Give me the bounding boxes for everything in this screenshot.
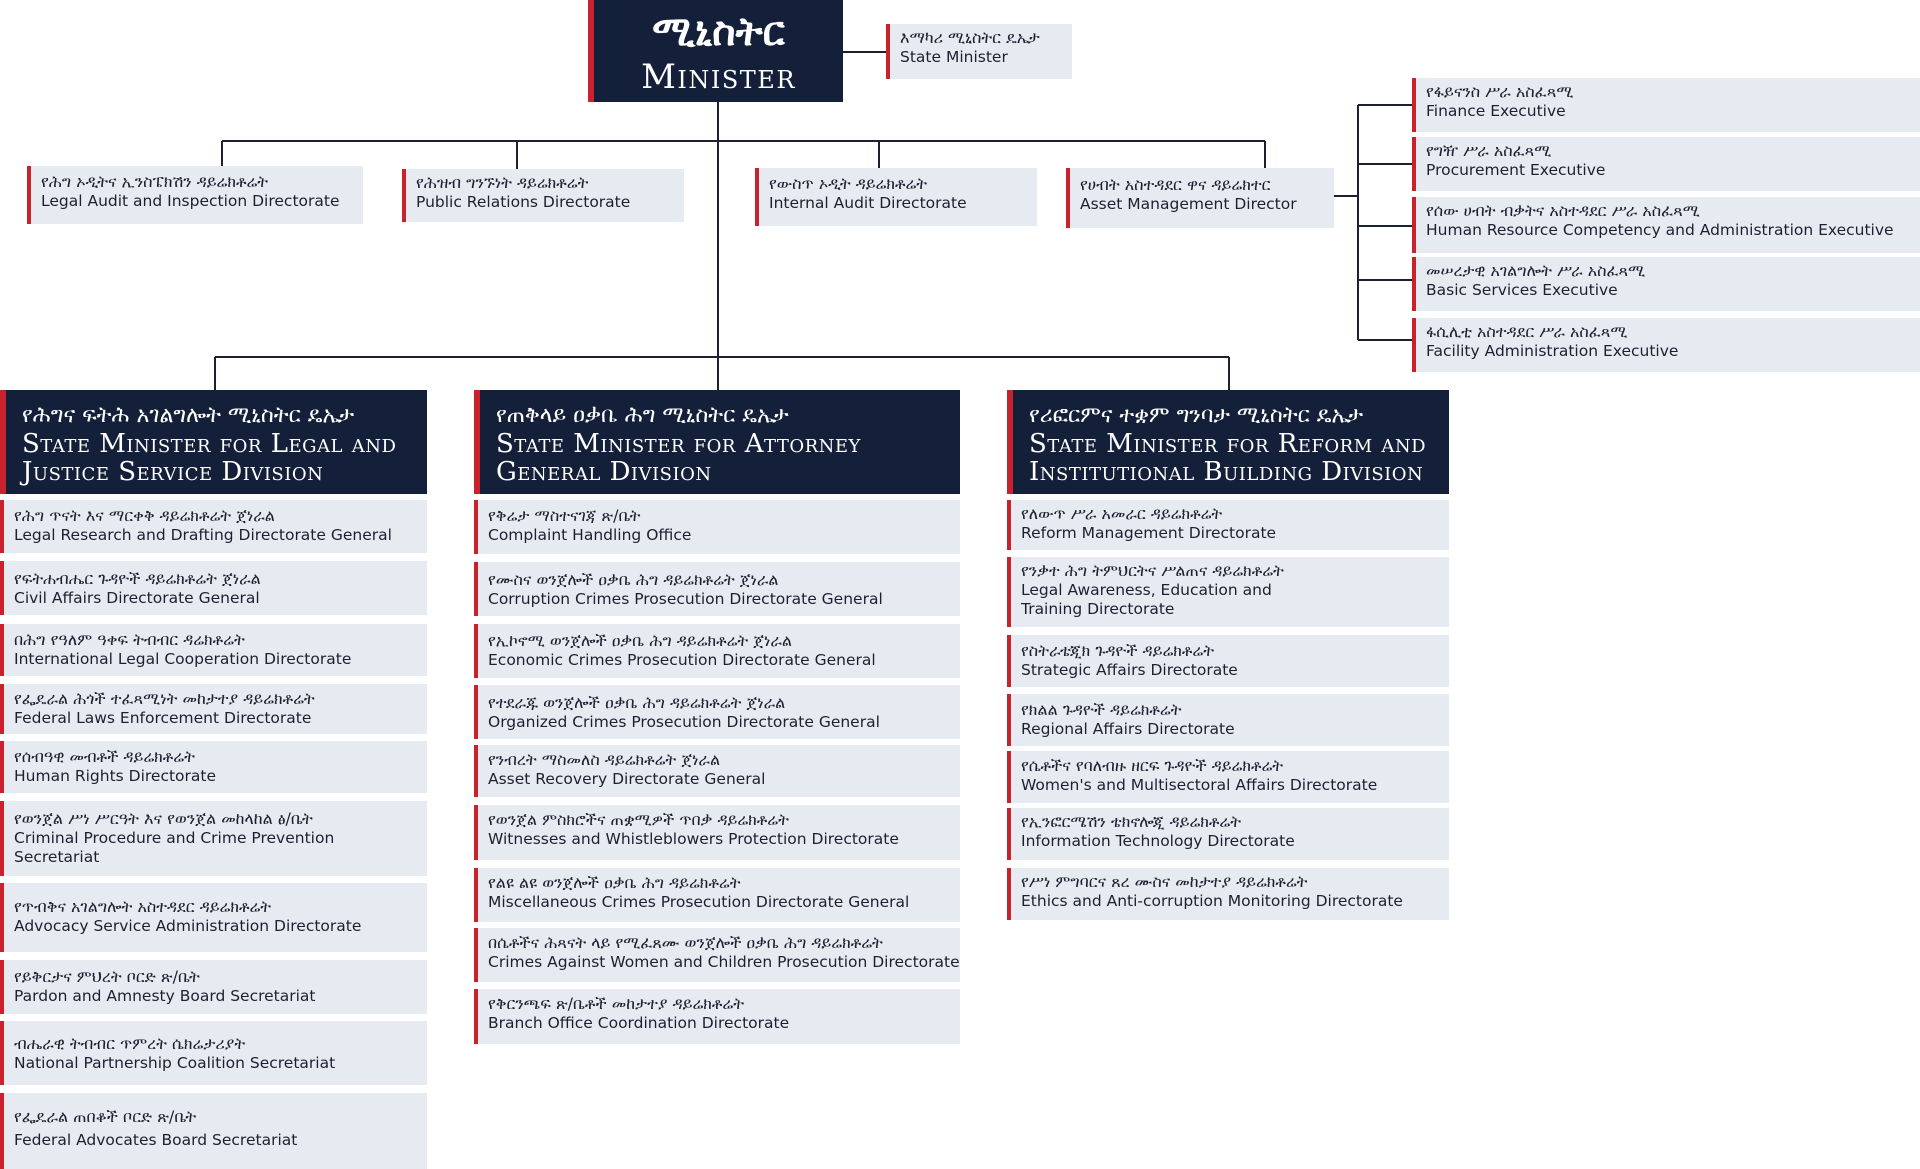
unit-womens-multisectoral bbox=[1007, 751, 1449, 803]
unit-national-partnership bbox=[0, 1021, 427, 1085]
unit-amharic: የተደራጁ ወንጀሎች ዐቃቤ ሕግ ዳይሬክቶሬት ጀነራል bbox=[488, 693, 786, 712]
directorate-label: Legal Audit and Inspection Directorate bbox=[41, 192, 340, 210]
directorate-amharic: የሕግ ኦዲትና ኢንስፔክሽን ዳይሬክቶሬት bbox=[41, 172, 269, 191]
unit-international-legal-cooperation bbox=[0, 624, 427, 676]
unit-information-technology bbox=[1007, 808, 1449, 860]
unit-label: Witnesses and Whistleblowers Protection Directorate bbox=[488, 830, 899, 848]
division-title: State Minister for Reform and Institutional Building Division bbox=[1029, 429, 1427, 487]
executive-label: Human Resource Competency and Administration Executive bbox=[1426, 221, 1894, 239]
executive-amharic: መሠረታዊ አገልግሎት ሥራ አስፈጻሚ bbox=[1426, 261, 1646, 280]
unit-label: Asset Recovery Directorate General bbox=[488, 770, 766, 788]
division-header-attorney-general bbox=[474, 390, 960, 494]
minister-title: Minister bbox=[641, 57, 796, 97]
division-title-amharic: የሕግና ፍትሕ አገልግሎት ሚኒስትር ዴኤታ bbox=[22, 403, 355, 428]
directorate-amharic: የውስጥ ኦዲት ዳይሬክቶሬት bbox=[769, 174, 928, 193]
unit-asset-recovery bbox=[474, 745, 960, 797]
unit-amharic: የሴቶችና የባለብዙ ዘርፍ ጉዳዮች ዳይሬክቶሬት bbox=[1021, 756, 1284, 775]
state-minister-amharic: እማካሪ ሚኒስትር ዴኤታ bbox=[900, 28, 1040, 47]
unit-amharic: ብሔራዊ ትብብር ጥምረት ሴክሬታሪያት bbox=[14, 1034, 246, 1053]
directorate-amharic: የሀብት አስተዳደር ዋና ዳይሬክተር bbox=[1080, 175, 1271, 194]
directorate-amharic: የሕዝብ ግንኙነት ዳይሬክቶሬት bbox=[416, 173, 589, 192]
unit-amharic: የኢንፎርሜሽን ቴክኖሎጂ ዳይሬክቶሬት bbox=[1021, 812, 1242, 831]
executive-procurement bbox=[1412, 137, 1920, 191]
unit-label: Federal Advocates Board Secretariat bbox=[14, 1131, 298, 1149]
unit-amharic: የሙስና ወንጀሎች ዐቃቤ ሕግ ዳይሬክቶሬት ጀነራል bbox=[488, 570, 779, 589]
unit-ethics-anticorruption bbox=[1007, 868, 1449, 920]
unit-amharic: የክልል ጉዳዮች ዳይሬክቶሬት bbox=[1021, 700, 1182, 719]
unit-label: Advocacy Service Administration Directorate bbox=[14, 917, 362, 935]
unit-label: Corruption Crimes Prosecution Directorate General bbox=[488, 590, 883, 608]
directorate-internal-audit bbox=[755, 168, 1037, 226]
unit-corruption-crimes bbox=[474, 562, 960, 616]
unit-label: Civil Affairs Directorate General bbox=[14, 589, 260, 607]
executive-label: Finance Executive bbox=[1426, 102, 1566, 120]
unit-branch-office bbox=[474, 989, 960, 1044]
unit-amharic: የይቅርታና ምህረት ቦርድ ጽ/ቤት bbox=[14, 967, 200, 986]
executive-amharic: የፋይናንስ ሥራ አስፈጻሚ bbox=[1426, 82, 1574, 101]
unit-witness-protection bbox=[474, 805, 960, 860]
minister-title-amharic: ሚኒስትር bbox=[652, 9, 785, 55]
directorate-label: Internal Audit Directorate bbox=[769, 194, 967, 212]
unit-amharic: የቅሬታ ማስተናገጃ ጽ/ቤት bbox=[488, 506, 641, 525]
unit-amharic: የስትራቴጂክ ጉዳዮች ዳይሬክቶሬት bbox=[1021, 641, 1215, 660]
unit-label: Crimes Against Women and Children Prosecution Directorate bbox=[488, 953, 960, 971]
unit-label: Human Rights Directorate bbox=[14, 767, 217, 785]
unit-amharic: የሰብዓዊ መብቶች ዳይሬክቶሬት bbox=[14, 747, 195, 766]
unit-label: Criminal Procedure and Crime Prevention Secretariat bbox=[14, 829, 335, 866]
executive-label: Facility Administration Executive bbox=[1426, 342, 1679, 360]
executive-label: Procurement Executive bbox=[1426, 161, 1606, 179]
unit-strategic-affairs bbox=[1007, 635, 1449, 687]
unit-crimes-against-women-children bbox=[474, 928, 960, 982]
executive-finance bbox=[1412, 78, 1920, 132]
unit-amharic: በሕግ የዓለም ዓቀፍ ትብብር ዳሬክቶሬት bbox=[14, 630, 245, 649]
unit-amharic: የልዩ ልዩ ወንጀሎች ዐቃቤ ሕግ ዳይሬክቶሬት bbox=[488, 873, 741, 892]
unit-amharic: የፍትሐብሔር ጉዳዮች ዳይሬክቶሬት ጀነራል bbox=[14, 569, 261, 588]
executive-human-resource bbox=[1412, 197, 1920, 253]
directorate-legal-audit bbox=[27, 166, 363, 224]
division-header-reform bbox=[1007, 390, 1449, 494]
unit-legal-awareness bbox=[1007, 557, 1449, 627]
unit-label: Branch Office Coordination Directorate bbox=[488, 1014, 790, 1032]
executive-amharic: የግዥ ሥራ አስፈጻሚ bbox=[1426, 141, 1552, 160]
unit-amharic: የኢኮኖሚ ወንጀሎች ዐቃቤ ሕግ ዳይሬክቶሬት ጀነራል bbox=[488, 631, 793, 650]
unit-federal-laws-enforcement bbox=[0, 684, 427, 734]
division-title-amharic: የሪፎርምና ተቋም ግንባታ ሚኒስትር ዴኤታ bbox=[1029, 403, 1364, 428]
unit-label: Reform Management Directorate bbox=[1021, 524, 1277, 542]
unit-organized-crimes bbox=[474, 685, 960, 739]
executive-label: Basic Services Executive bbox=[1426, 281, 1618, 299]
unit-amharic: የንብረት ማስመለስ ዳይሬክቶሬት ጀነራል bbox=[488, 750, 721, 769]
unit-reform-management bbox=[1007, 500, 1449, 550]
unit-amharic: የፌዴራል ሕጎች ተፈጻሚነት መከታተያ ዳይሬክቶሬት bbox=[14, 689, 315, 708]
unit-regional-affairs bbox=[1007, 694, 1449, 746]
unit-amharic: የቅርንጫፍ ጽ/ቤቶች መከታተያ ዳይሬክቶሬት bbox=[488, 994, 745, 1013]
unit-label: Federal Laws Enforcement Directorate bbox=[14, 709, 312, 727]
directorate-label: Public Relations Directorate bbox=[416, 193, 631, 211]
unit-label: Pardon and Amnesty Board Secretariat bbox=[14, 987, 316, 1005]
unit-amharic: በሴቶችና ሕጻናት ላይ የሚፈጸሙ ወንጀሎች ዐቃቤ ሕግ ዳይሬክቶሬት bbox=[488, 933, 883, 952]
unit-label: Information Technology Directorate bbox=[1021, 832, 1295, 850]
division-header-legal-justice bbox=[0, 390, 427, 494]
unit-amharic: የሥነ ምግባርና ጸረ ሙስና መከታተያ ዳይሬክቶሬት bbox=[1021, 872, 1308, 891]
unit-amharic: የለውጥ ሥራ አመራር ዳይሬክቶሬት bbox=[1021, 504, 1223, 523]
unit-label: Women's and Multisectoral Affairs Directorate bbox=[1021, 776, 1378, 794]
executive-facility-administration bbox=[1412, 318, 1920, 372]
state-minister-label: State Minister bbox=[900, 48, 1008, 66]
division-title: State Minister for Legal and Justice Service Division bbox=[22, 429, 397, 487]
unit-label: International Legal Cooperation Directorate bbox=[14, 650, 352, 668]
executive-amharic: ፋሲሊቲ አስተዳደር ሥራ አስፈጻሚ bbox=[1426, 322, 1628, 341]
unit-label: Miscellaneous Crimes Prosecution Directorate General bbox=[488, 893, 910, 911]
unit-amharic: የወንጀል ምስክሮችና ጠቋሚዎች ጥበቃ ዳይሬክቶሬት bbox=[488, 810, 789, 829]
executive-basic-services bbox=[1412, 257, 1920, 311]
unit-label: Legal Awareness, Education and Training Directorate bbox=[1021, 581, 1272, 618]
unit-amharic: የሕግ ጥናት እና ማርቀቅ ዳይሬክቶሬት ጀነራል bbox=[14, 506, 275, 525]
unit-civil-affairs bbox=[0, 561, 427, 615]
unit-criminal-procedure bbox=[0, 801, 427, 876]
unit-economic-crimes bbox=[474, 624, 960, 678]
unit-human-rights bbox=[0, 741, 427, 793]
minister-box bbox=[588, 0, 843, 102]
unit-label: Organized Crimes Prosecution Directorate General bbox=[488, 713, 880, 731]
state-minister-box bbox=[886, 24, 1072, 79]
unit-label: Legal Research and Drafting Directorate General bbox=[14, 526, 392, 544]
unit-advocacy-service bbox=[0, 883, 427, 952]
unit-label: Ethics and Anti-corruption Monitoring Directorate bbox=[1021, 892, 1403, 910]
unit-legal-research bbox=[0, 500, 427, 553]
unit-label: Regional Affairs Directorate bbox=[1021, 720, 1235, 738]
unit-amharic: የጥብቅና አገልግሎት አስተዳደር ዳይሬክቶሬት bbox=[14, 897, 272, 916]
directorate-public-relations bbox=[402, 169, 684, 222]
unit-label: National Partnership Coalition Secretariat bbox=[14, 1054, 336, 1072]
unit-label: Strategic Affairs Directorate bbox=[1021, 661, 1238, 679]
directorate-label: Asset Management Director bbox=[1080, 195, 1297, 213]
unit-label: Economic Crimes Prosecution Directorate General bbox=[488, 651, 876, 669]
division-title: State Minister for Attorney General Division bbox=[496, 429, 861, 487]
division-title-amharic: የጠቅላይ ዐቃቤ ሕግ ሚኒስትር ዴኤታ bbox=[496, 403, 789, 428]
unit-complaint-handling bbox=[474, 500, 960, 554]
unit-amharic: የወንጀል ሥነ ሥርዓት እና የወንጀል መከላከል ፅ/ቤት bbox=[14, 809, 313, 828]
unit-miscellaneous-crimes bbox=[474, 868, 960, 922]
unit-amharic: የፌዴራል ጠበቆች ቦርድ ጽ/ቤት bbox=[14, 1107, 197, 1126]
executive-amharic: የሰው ሀብት ብቃትና አስተዳደር ሥራ አስፈጻሚ bbox=[1426, 201, 1700, 220]
directorate-asset-management bbox=[1066, 168, 1334, 228]
unit-amharic: የንቃተ ሕግ ትምህርትና ሥልጠና ዳይሬክቶሬት bbox=[1021, 561, 1284, 580]
unit-label: Complaint Handling Office bbox=[488, 526, 692, 544]
unit-pardon-amnesty bbox=[0, 960, 427, 1014]
unit-federal-advocates bbox=[0, 1093, 427, 1169]
